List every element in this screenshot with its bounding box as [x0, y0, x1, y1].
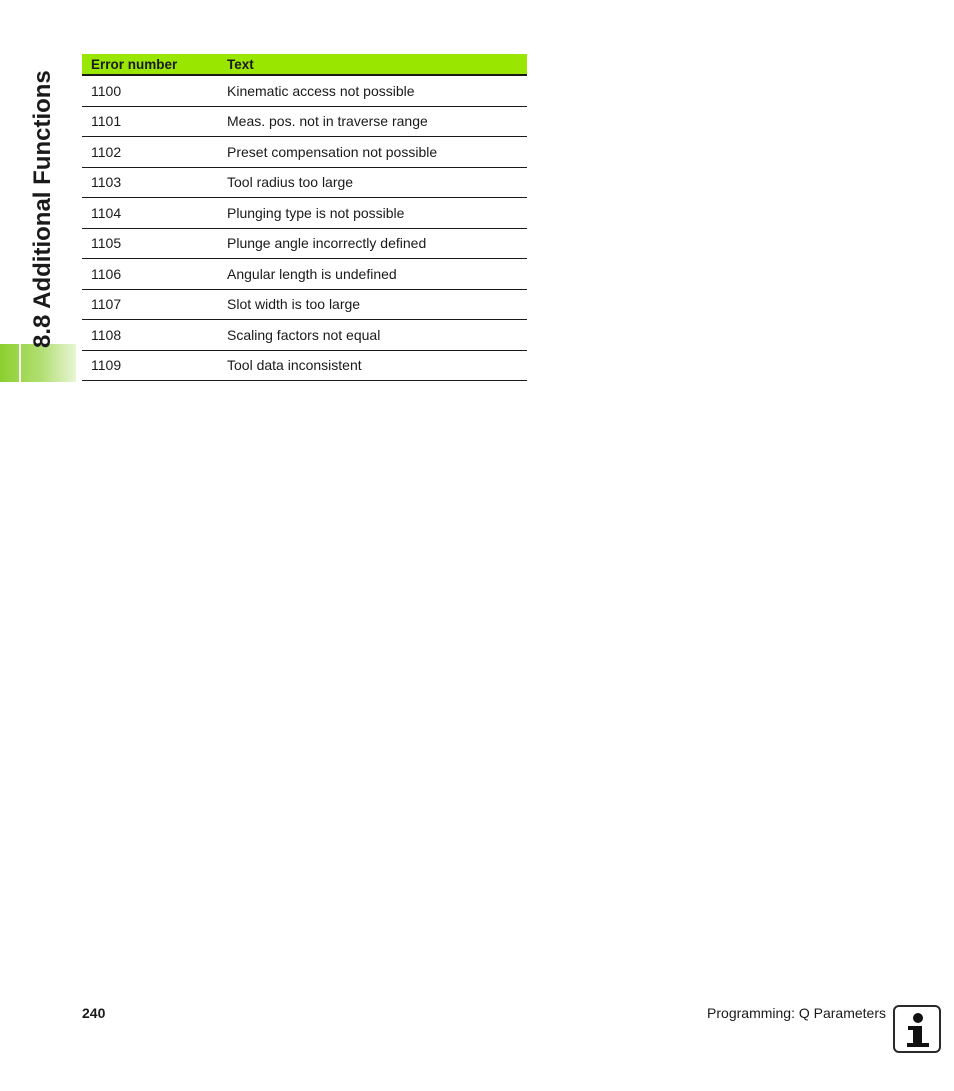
error-number-cell: 1105 — [82, 228, 218, 259]
error-number-cell: 1102 — [82, 137, 218, 168]
error-text-cell: Kinematic access not possible — [218, 75, 527, 106]
table-row — [82, 228, 527, 259]
section-title: 8.8 Additional Functions — [29, 70, 56, 348]
table-row — [82, 137, 527, 168]
error-number-cell: 1109 — [82, 350, 218, 381]
error-text-cell: Tool data inconsistent — [218, 350, 527, 381]
chapter-tab — [0, 344, 76, 382]
column-header-text: Text — [218, 54, 527, 75]
table-row — [82, 106, 527, 137]
table-row — [82, 289, 527, 320]
error-table — [82, 54, 527, 381]
error-number-cell: 1100 — [82, 75, 218, 106]
error-number-cell: 1104 — [82, 198, 218, 229]
error-text-cell: Plunge angle incorrectly defined — [218, 228, 527, 259]
page-number: 240 — [82, 1005, 106, 1021]
error-number-cell: 1108 — [82, 320, 218, 351]
error-number-cell: 1103 — [82, 167, 218, 198]
error-text-cell: Scaling factors not equal — [218, 320, 527, 351]
table-row — [82, 198, 527, 229]
error-text-cell: Angular length is undefined — [218, 259, 527, 290]
error-text-cell: Preset compensation not possible — [218, 137, 527, 168]
table-row — [82, 259, 527, 290]
info-icon-dot — [913, 1013, 923, 1023]
error-text-cell: Plunging type is not possible — [218, 198, 527, 229]
table-row — [82, 320, 527, 351]
table-row — [82, 167, 527, 198]
error-text-cell: Slot width is too large — [218, 289, 527, 320]
footer-chapter-title: Programming: Q Parameters — [707, 1005, 886, 1021]
error-number-cell: 1106 — [82, 259, 218, 290]
table-header-row — [82, 54, 527, 75]
error-number-cell: 1107 — [82, 289, 218, 320]
info-icon-base — [907, 1043, 929, 1047]
error-text-cell: Tool radius too large — [218, 167, 527, 198]
table-row — [82, 350, 527, 381]
error-text-cell: Meas. pos. not in traverse range — [218, 106, 527, 137]
error-number-cell: 1101 — [82, 106, 218, 137]
chapter-tab-divider — [19, 344, 21, 382]
column-header-error-number: Error number — [82, 54, 218, 75]
table-row — [82, 75, 527, 106]
info-icon — [893, 1005, 941, 1053]
